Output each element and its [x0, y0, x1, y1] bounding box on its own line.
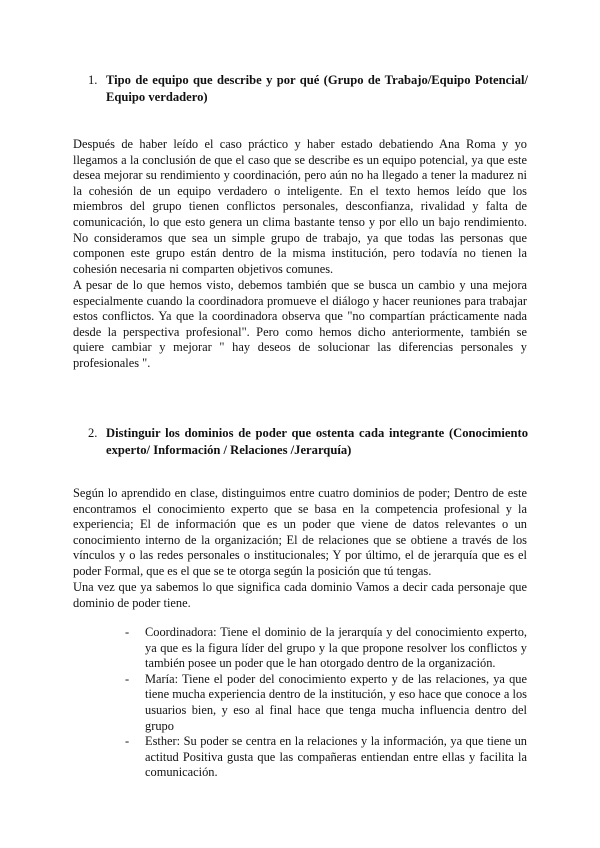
power-domains-list: [125, 625, 527, 781]
section-1-title: Tipo de equipo que describe y por qué (Grupo de Trabajo/Equipo Potencial/ Equipo verdadero): [106, 73, 528, 104]
list-item: [125, 734, 527, 781]
list-item: [125, 625, 527, 672]
list-item: [125, 672, 527, 734]
list-dash: -: [125, 671, 130, 686]
section-2-heading: [88, 425, 528, 459]
section-1-paragraph-2: A pesar de lo que hemos visto, debemos también que se busca un cambio y una mejora especialmente cuando la coordinadora promueve el diálogo y hacer reuniones para trabajar estos conflictos. Ya que la coordinadora observa que "no compartían prácticamente nada desde la perspectiva profesional". Pero como hemos dicho anteriormente, también se quiere cambiar y mejorar " hay deseos de solucionar las diferencias personales y profesionales ".: [73, 278, 527, 370]
section-2-title: Distinguir los dominios de poder que ostenta cada integrante (Conocimiento experto/ Información / Relaciones /Jerarquía): [106, 426, 528, 457]
list-item-text: María: Tiene el poder del conocimiento experto y de las relaciones, ya que tiene mucha experiencia dentro de la institución, y eso hace que conoce a los usuarios bien, y eso al final hace que tenga mucha influencia dentro del grupo: [145, 671, 527, 733]
section-1-heading: [88, 72, 528, 106]
section-2-number: 2.: [88, 426, 98, 440]
section-2-paragraph-2: Una vez que ya sabemos lo que significa cada dominio Vamos a decir cada personaje que dominio de poder tiene.: [73, 580, 527, 610]
list-item-text: Esther: Su poder se centra en la relaciones y la información, ya que tiene un actitud Positiva gusta que las compañeras entiendan entre ellas y facilita la comunicación.: [145, 734, 527, 780]
section-1-paragraph-1: Después de haber leído el caso práctico y haber estado debatiendo Ana Roma y yo llegamos a la conclusión de que el caso que se describe es un equipo potencial, ya que este desea mejorar su rendimiento y coordinación, pero aún no ha llegado a tener la madurez ni la cohesión de un equipo verdadero o inteligente. En el texto hemos leído que los miembros del grupo tienen conflictos personales, desconfianza, rivalidad y falta de comunicación, lo que esto genera un clima bastante tenso y por ello un bajo rendimiento. No consideramos que sea un simple grupo de trabajo, ya que todas las personas que componen este grupo están dentro de la misma institución, pero todavía no tienen la cohesión necesaria ni comparten objetivos comunes.: [73, 137, 527, 276]
list-dash: -: [125, 734, 130, 749]
list-dash: -: [125, 625, 130, 639]
section-1-number: 1.: [88, 73, 98, 87]
list-item-text: Coordinadora: Tiene el dominio de la jerarquía y del conocimiento experto, ya que es la figura líder del grupo y la que propone resolver los conflictos y también posee un poder que le han otorgado dentro de la organización.: [145, 625, 527, 671]
section-2-paragraph-1: Según lo aprendido en clase, distinguimos entre cuatro dominios de poder; Dentro de este encontramos el conocimiento experto que se basa en la competencia profesional y la experiencia; El de información que es un poder que viene de datos relevantes o un conocimiento interno de la organización; El de relaciones que se obtiene a través de los vínculos y o las redes personales o institucionales; Y por último, el de jerarquía que es el poder Formal, que es el que se te otorga según la posición que tú tengas.: [73, 486, 527, 578]
